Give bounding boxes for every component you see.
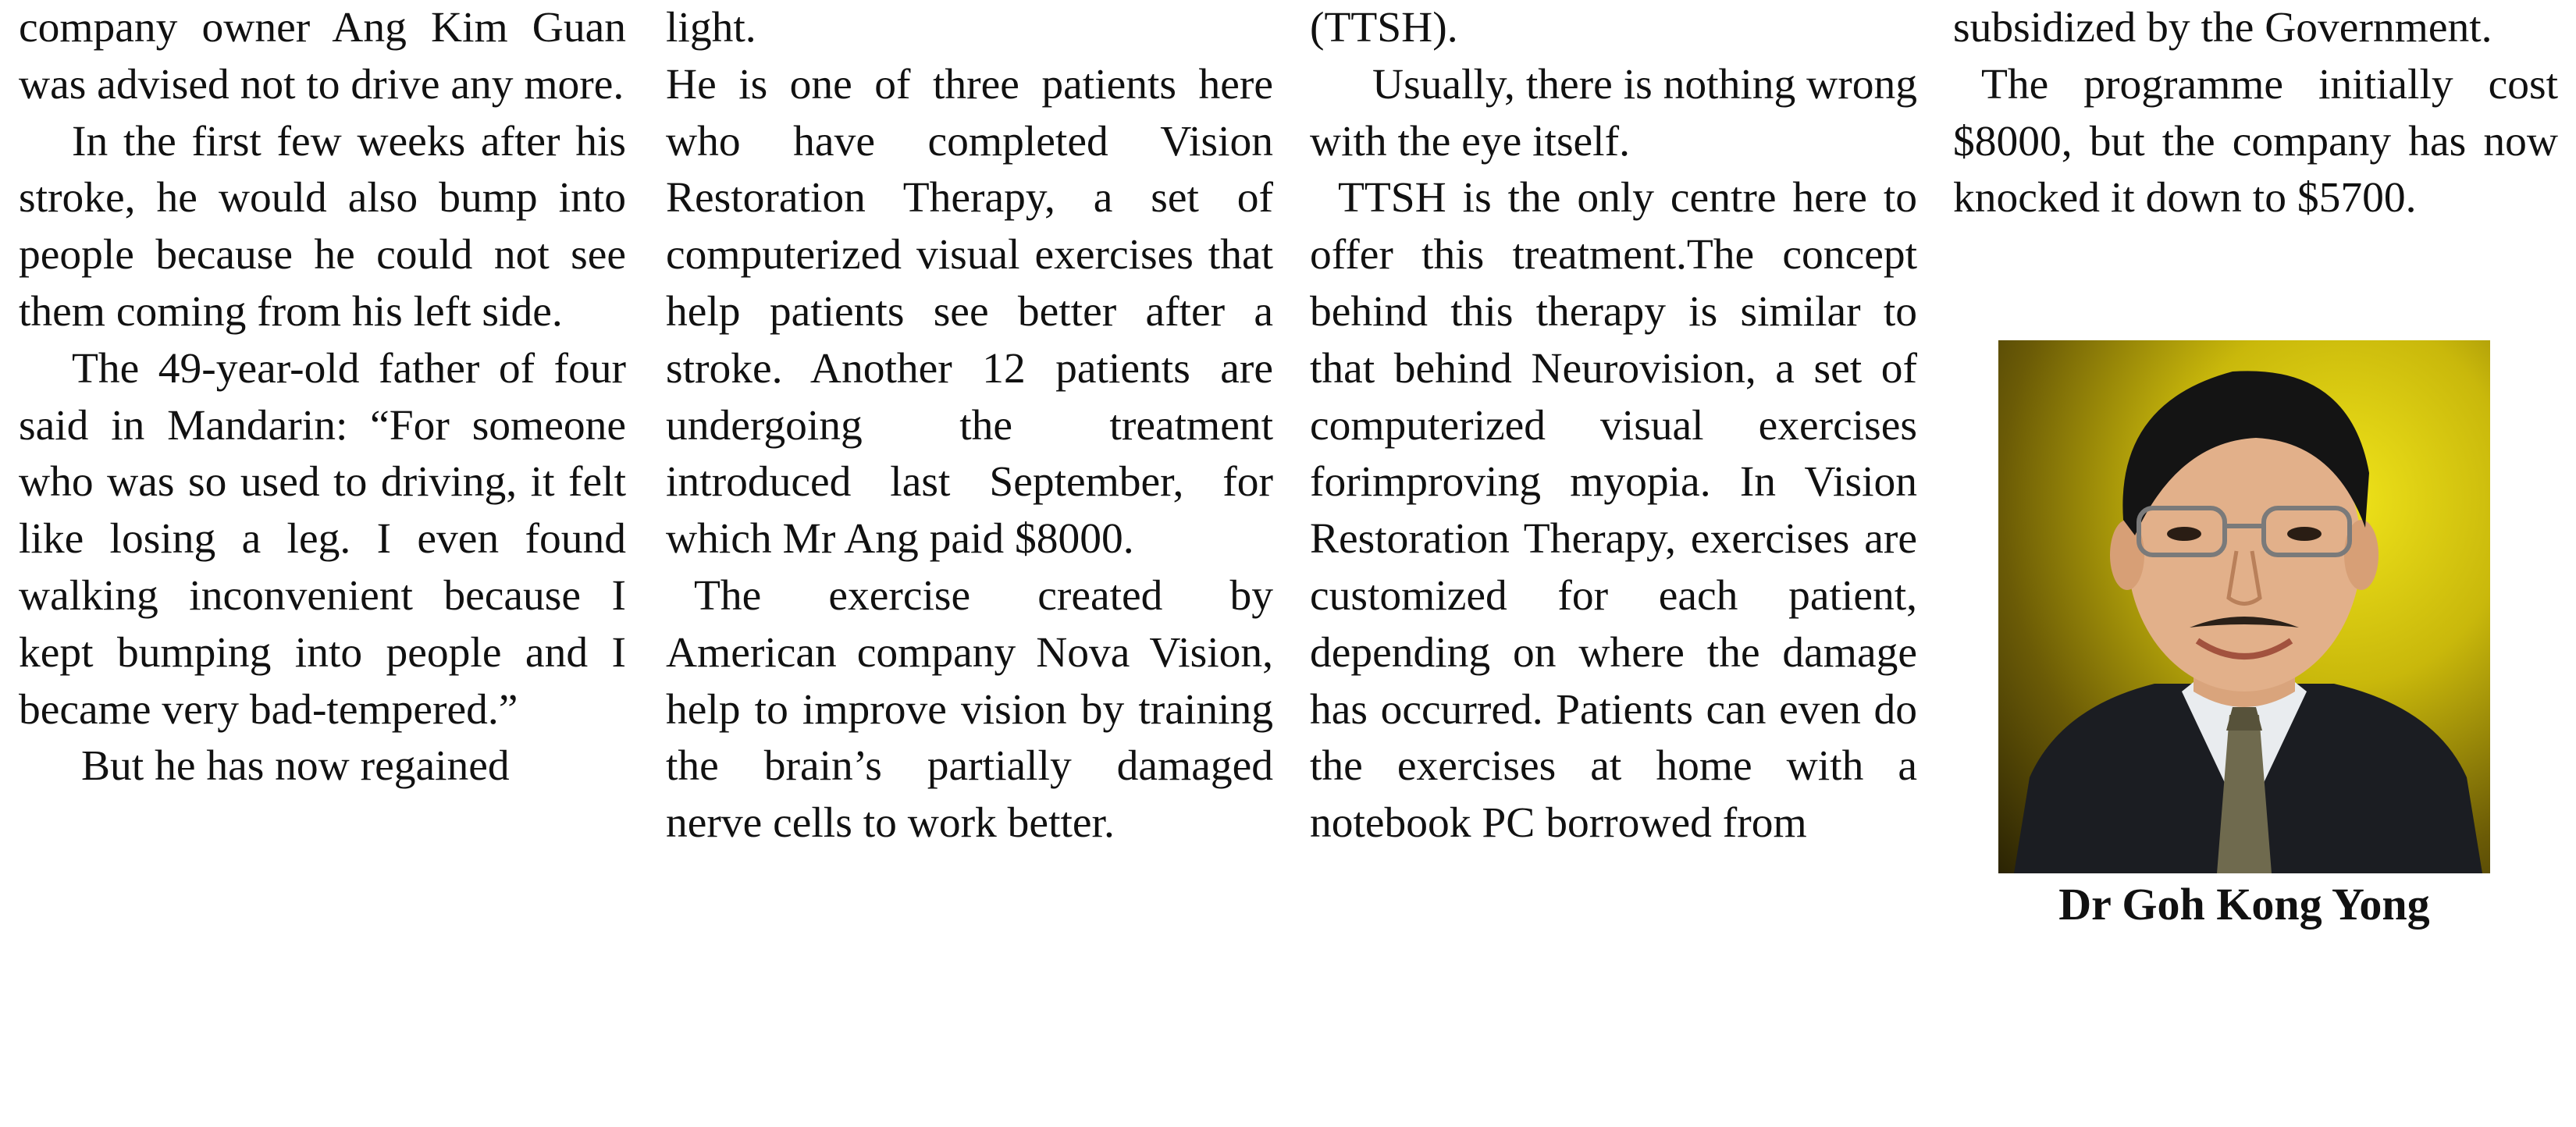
col3-paragraph-3: TTSH is the only centre here to offer this treatment.The concept behind this therapy is similar to that behind Neurovision, a set of computerized visual exercises forimproving myopia. In Vision Restoration Therapy, exercises are customized for each patient, depending on where the damage has occurred. Patients can even do the exercises at home with a notebook PC borrowed from — [1310, 174, 1917, 848]
article-column-1 — [19, 0, 626, 795]
col2-paragraph-3: The exercise created by American company Nova Vision, help to improve vision by training the brain’s partially damaged nerve cells to work better. — [666, 571, 1273, 848]
article-column-3 — [1310, 0, 1917, 852]
col4-paragraph-2: The programme initially cost $8000, but the company has now knocked it down to $5700. — [1953, 60, 2558, 222]
col1-paragraph-1: company owner Ang Kim Guan was advised not to drive any more. — [19, 4, 626, 108]
col1-paragraph-2: In the first few weeks after his stroke, he would also bump into people because he could not see them coming from his left side. — [19, 117, 626, 336]
col4-paragraph-1: subsidized by the Government. — [1953, 4, 2492, 52]
portrait-photo — [1998, 340, 2490, 873]
col1-paragraph-4: But he has now regained — [81, 742, 510, 791]
col1-paragraph-3: The 49-year-old father of four said in Mandarin: “For someone who was so used to driving, it felt like losing a leg. I even found walking inconvenient because I kept bumping into people and I became very bad-tempered.” — [19, 344, 626, 734]
col3-paragraph-2: Usually, there is nothing wrong with the eye itself. — [1310, 60, 1917, 165]
portrait-illustration — [1998, 340, 2490, 873]
article-column-4 — [1953, 0, 2558, 227]
col2-paragraph-2: He is one of three patients here who have completed Vision Restoration Therapy, a set of computerized visual exercises that help patients see better after a stroke. Another 12 patients are undergoing the treatment introduced last September, for which Mr Ang paid $8000. — [666, 60, 1273, 564]
article-column-2 — [666, 0, 1273, 852]
col3-paragraph-1: (TTSH). — [1310, 4, 1458, 52]
photo-caption: Dr Goh Kong Yong — [2058, 879, 2430, 930]
col2-paragraph-1: light. — [666, 4, 756, 52]
